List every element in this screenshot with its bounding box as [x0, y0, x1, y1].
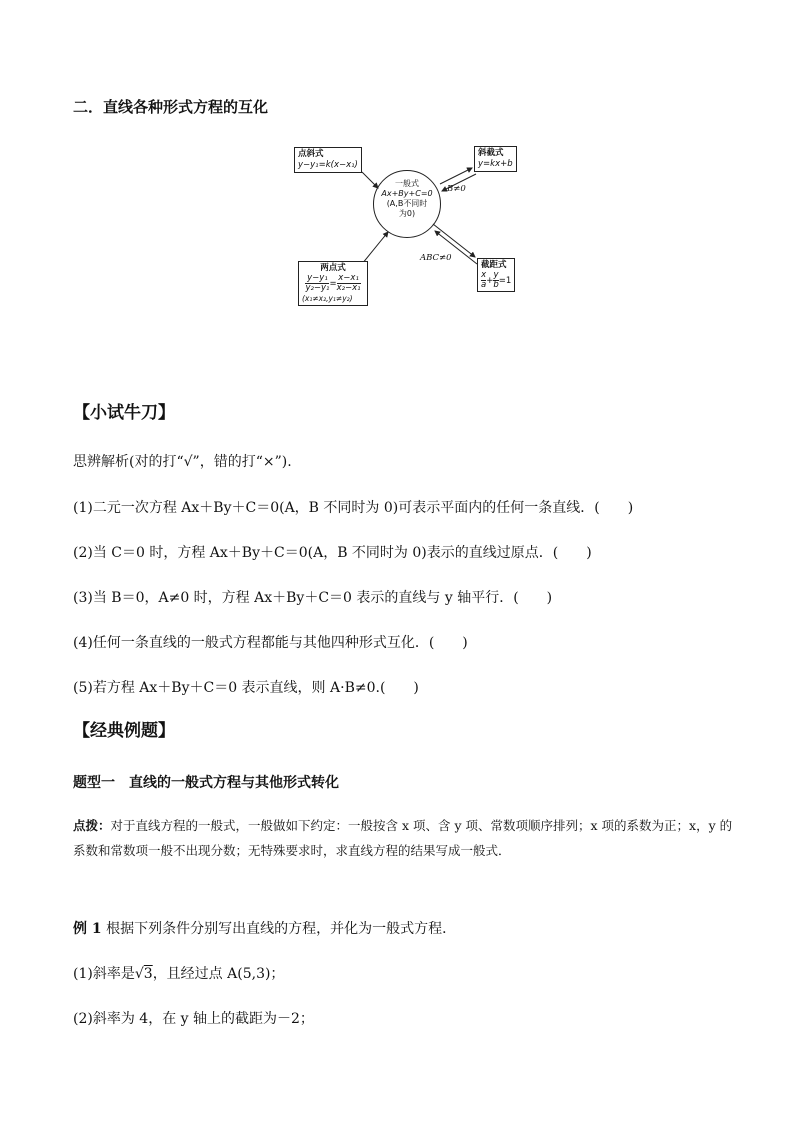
item-3: (3)当 B＝0，A≠0 时，方程 Ax＋By＋C＝0 表示的直线与 y 轴平行．( )	[73, 590, 553, 606]
topic-heading: 题型一 直线的一般式方程与其他形式转化	[73, 775, 339, 791]
section-heading-try: 【小试牛刀】	[73, 403, 175, 423]
hint-label: 点拨：	[73, 818, 111, 833]
example-label: 例 1	[73, 921, 102, 937]
section-heading-conversion: 二．直线各种形式方程的互化	[73, 98, 269, 116]
intro-text: 思辨解析(对的打“√”，错的打“×”).	[73, 454, 292, 470]
general-cond-1: (A,B不同时	[386, 199, 428, 208]
point-slope-formula: y−y₁=k(x−x₁)	[298, 160, 358, 170]
two-point-frac-right: $\frac{\text{x−x₁}}{\text{x₂−x₁}}$	[336, 273, 361, 293]
section-heading-examples: 【经典例题】	[73, 721, 175, 741]
example-part-1: (1)斜率是√3，且经过点 A(5,3)；	[73, 966, 285, 982]
two-point-condition: (x₁≠x₂,y₁≠y₂)	[302, 294, 353, 303]
intercept-frac-y: $\frac{y}{b}$	[493, 270, 499, 290]
label-abc-nonzero: ABC≠0	[420, 253, 452, 263]
hint-paragraph	[73, 813, 733, 863]
item-1: (1)二元一次方程 Ax＋By＋C＝0(A，B 不同时为 0)可表示平面内的任何一条直线．( )	[73, 500, 634, 516]
general-form-circle	[373, 170, 441, 238]
two-point-title: 两点式	[320, 263, 346, 273]
item-4: (4)任何一条直线的一般式方程都能与其他四种形式互化．( )	[73, 635, 468, 651]
two-point-box: 两点式 $\frac{\text{y−y₁}}{\text{y₂−y₁}}$ = $\frac{\text{x−x₁}}{\text{x₂−x₁}}$ (x₁≠x₂,y₁≠y₂)	[298, 261, 368, 306]
slope-intercept-formula: y=kx+b	[478, 159, 513, 169]
two-point-frac-left: $\frac{\text{y−y₁}}{\text{y₂−y₁}}$	[305, 273, 330, 293]
example-text: 根据下列条件分别写出直线的方程，并化为一般式方程．	[101, 921, 457, 937]
item-2: (2)当 C＝0 时，方程 Ax＋By＋C＝0(A，B 不同时为 0)表示的直线过原点．( )	[73, 545, 592, 561]
arrow-to-slope-intercept	[440, 168, 472, 184]
intercept-frac-x: $\frac{x}{a}$	[481, 270, 487, 290]
arrow-two-point	[362, 232, 388, 264]
conversion-diagram	[290, 140, 530, 325]
general-formula: Ax+By+C=0	[381, 189, 433, 198]
example-1	[73, 918, 456, 938]
slope-intercept-title: 斜截式	[478, 148, 504, 158]
point-slope-title: 点斜式	[298, 149, 324, 159]
general-title: 一般式	[395, 179, 419, 188]
general-cond-2: 为0)	[398, 209, 416, 218]
hint-text: 对于直线方程的一般式，一般做如下约定：一般按含 x 项、含 y 项、常数项顺序排列；x 项的系数为正；x，y 的系数和常数项一般不出现分数；无特殊要求时，求直线方程的结果写成一般式．	[73, 818, 733, 858]
label-b-nonzero: B≠0	[447, 184, 466, 194]
point-slope-box	[294, 147, 362, 173]
item-5: (5)若方程 Ax＋By＋C＝0 表示直线，则 A·B≠0.( )	[73, 680, 419, 696]
intercept-title: 截距式	[481, 260, 507, 270]
example-part-2: (2)斜率为 4，在 y 轴上的截距为－2；	[73, 1011, 314, 1027]
ex1-sqrt-value: 3	[143, 966, 153, 982]
ex1-suffix: ，且经过点 A(5,3)；	[152, 966, 285, 982]
intercept-box: 截距式 $\frac{x}{a}$ + $\frac{y}{b}$ =1	[477, 258, 515, 292]
slope-intercept-box	[474, 146, 517, 172]
ex1-prefix: (1)斜率是	[73, 966, 135, 982]
